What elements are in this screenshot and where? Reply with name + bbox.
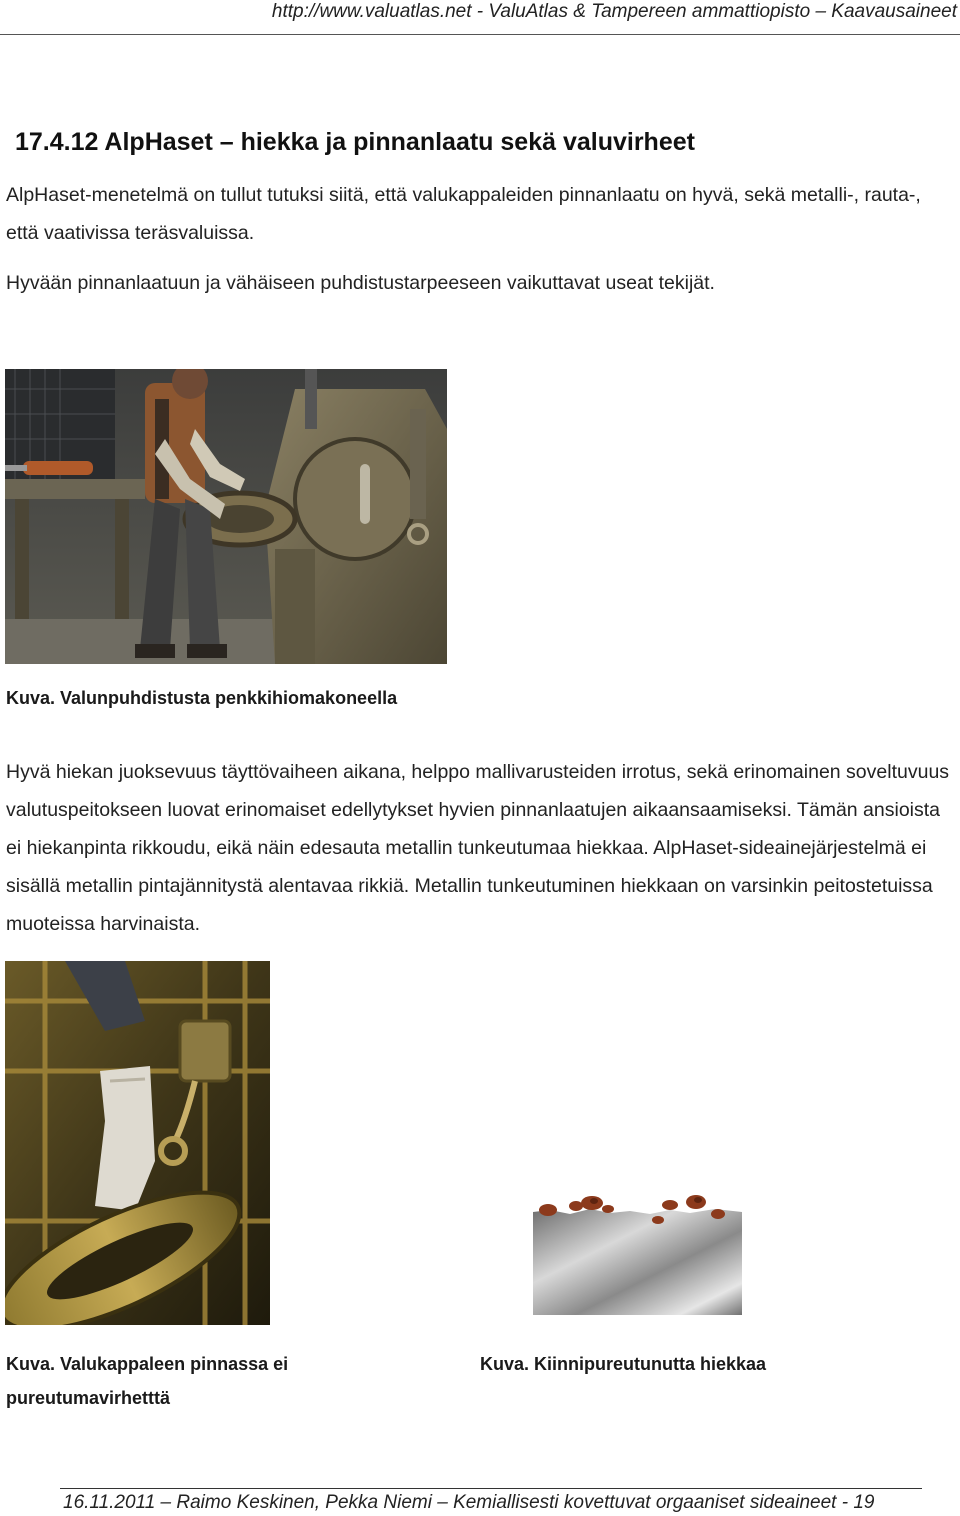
casting-photo — [5, 961, 270, 1325]
header-source-text: http://www.valuatlas.net - ValuAtlas & Tampereen ammattiopisto – Kaavausaineet — [271, 1, 957, 22]
section-heading: 17.4.12 AlpHaset – hiekka ja pinnanlaatu sekä valuvirheet — [15, 128, 695, 156]
sand-caption: Kuva. Kiinnipureutunutta hiekkaa — [480, 1354, 767, 1374]
grinding-photo — [5, 369, 447, 664]
page-header — [0, 0, 960, 35]
intro-paragraph: AlpHaset-menetelmä on tullut tutuksi siitä, että valukappaleiden pinnanlaatu on hyvä, sekä metalli-, rauta-, että vaativissa teräsvaluissa. — [6, 184, 921, 244]
sand-penetration-image — [530, 1190, 745, 1318]
factors-paragraph: Hyvään pinnanlaatuun ja vähäiseen puhdistustarpeeseen vaikuttavat useat tekijät. — [6, 272, 715, 294]
footer-divider — [60, 1488, 922, 1489]
grinding-caption: Kuva. Valunpuhdistusta penkkihiomakoneella — [6, 688, 398, 708]
body-paragraph: Hyvä hiekan juoksevuus täyttövaiheen aikana, helppo mallivarusteiden irrotus, sekä erinomainen soveltuvuus valutuspeitokseen luovat erinomaiset edellytykset hyvien pinnanlaatujen aikaansaamiseksi. Tämän ansioista ei hiekanpinta rikkoudu, eikä näin edesauta metallin tunkeutumaa hiekkaa. AlpHaset-sideainejärjestelmä ei sisällä metallin pintajännitystä alentavaa rikkiä. Metallin tunkeutuminen hiekkaan on varsinkin peitostetuissa muoteissa harvinaista. — [6, 761, 950, 935]
page-footer: 16.11.2011 – Raimo Keskinen, Pekka Niemi – Kemiallisesti kovettuvat orgaaniset sideaineet - 19 — [63, 1492, 875, 1513]
casting-caption: Kuva. Valukappaleen pinnassa ei pureutumavirhetttä — [6, 1354, 289, 1408]
